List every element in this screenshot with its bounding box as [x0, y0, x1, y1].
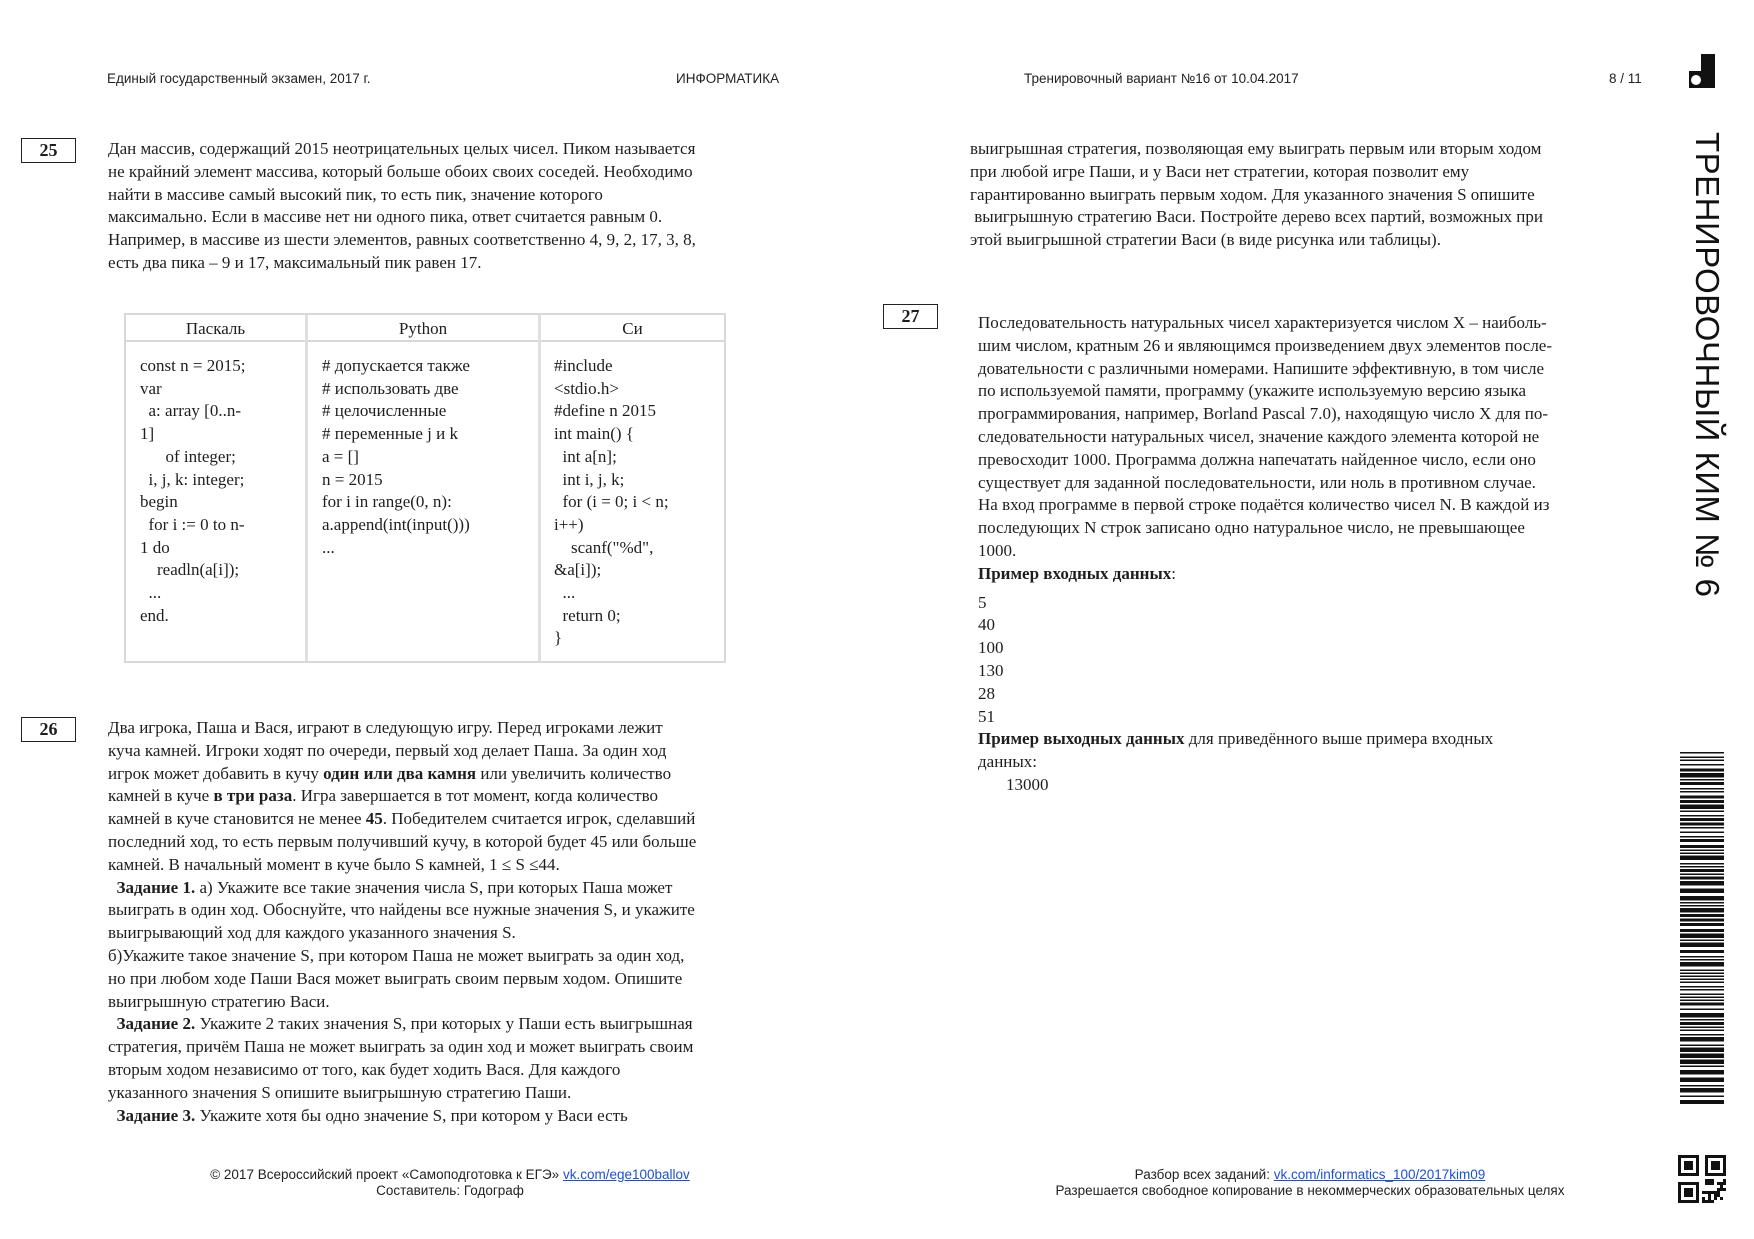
- python-code-line: # допускается также: [322, 356, 470, 375]
- pascal-code: [126, 342, 305, 627]
- input-value: 130: [978, 660, 1004, 680]
- footer-license: Разрешается свободное копирование в некоммерческих образовательных целях: [1055, 1183, 1565, 1198]
- task-26-cont-line: выигрышную стратегию Васи. Постройте дерево всех партий, возможных при: [970, 207, 1543, 227]
- task-27-text: [978, 312, 1552, 797]
- task-26-line: выигрывающий ход для каждого указанного значения S.: [108, 923, 516, 943]
- task-26-line: Задание 3. Укажите хотя бы одно значение S, при котором у Васи есть: [116, 1105, 628, 1125]
- footer-left: [140, 1167, 760, 1199]
- task-26-line: стратегия, причём Паша не может выиграть за один ход и может выиграть своим: [108, 1037, 694, 1057]
- header-exam-title: Единый государственный экзамен, 2017 г.: [107, 71, 371, 86]
- corner-mark-icon: [1689, 54, 1717, 90]
- task-number-27: 27: [883, 304, 938, 329]
- c-code-line: int main() {: [554, 424, 634, 444]
- task-27-line: превосходит 1000. Программа должна напечатать найденное число, если оно: [978, 449, 1536, 469]
- c-code: [541, 342, 724, 650]
- pascal-code-line: const n = 2015;: [140, 356, 246, 375]
- task-27-line: программирования, например, Borland Pascal 7.0), находящую число X для по-: [978, 404, 1549, 424]
- task-26-line: указанного значения S опишите выигрышную стратегию Паши.: [108, 1082, 572, 1102]
- task-26-line: Задание 2. Укажите 2 таких значения S, при которых у Паши есть выигрышная: [116, 1014, 693, 1034]
- input-value: 5: [978, 592, 987, 612]
- python-column: [308, 315, 538, 661]
- task-25-line: найти в массиве самый высокий пик, то есть пик, значение которого: [108, 184, 603, 204]
- task-25-line: не крайний элемент массива, который больше обоих своих соседей. Необходимо: [108, 161, 693, 181]
- header-subject: ИНФОРМАТИКА: [676, 71, 780, 86]
- footer-right: [1010, 1167, 1610, 1199]
- header-page-number: 8 / 11: [1609, 71, 1642, 86]
- task-26-line: игрок может добавить в кучу один или два камня или увеличить количество: [108, 763, 672, 783]
- task-26-line: последний ход, то есть первым получивший кучу, в которой будет 45 или больше: [108, 831, 697, 851]
- task-26-cont-line: гарантированно выиграть первым ходом. Для указанного значения S опишите: [970, 184, 1535, 204]
- python-code: [308, 342, 538, 559]
- task-26-line: выигрышную стратегию Васи.: [108, 991, 330, 1011]
- task-27-line: довательности с различными номерами. Напишите эффективную, в том числе: [978, 358, 1545, 378]
- barcode-icon: [1680, 752, 1724, 1104]
- task-25-line: Дан массив, содержащий 2015 неотрицательных целых чисел. Пиком называется: [108, 139, 696, 158]
- task-26-cont-line: выигрышная стратегия, позволяющая ему выиграть первым или вторым ходом: [970, 139, 1542, 158]
- pascal-header: Паскаль: [126, 315, 305, 342]
- output-example-heading: Пример выходных данных для приведённого выше примера входных: [978, 729, 1494, 749]
- python-code-line: n = 2015: [322, 469, 383, 489]
- c-code-line: int i, j, k;: [554, 469, 625, 489]
- task-26-line: камней в куче в три раза. Игра завершается в тот момент, когда количество: [108, 786, 658, 806]
- input-value: 28: [978, 683, 995, 703]
- qr-code-icon: [1678, 1155, 1726, 1203]
- pascal-code-line: for i := 0 to n-: [140, 514, 245, 534]
- c-code-line: i++): [554, 514, 584, 534]
- task-25-line: максимально. Если в массиве нет ни одного пика, ответ считается равным 0.: [108, 207, 663, 227]
- task-number-25: 25: [21, 138, 76, 163]
- c-code-line: scanf("%d",: [554, 537, 654, 557]
- header-variant: Тренировочный вариант №16 от 10.04.2017: [1024, 71, 1299, 86]
- python-code-line: # целочисленные: [322, 401, 447, 421]
- task-26-line: камней. В начальный момент в куче было S камней, 1 ≤ S ≤44.: [108, 854, 560, 874]
- task-26-text: [108, 717, 696, 1127]
- task-number-26: 26: [21, 717, 76, 742]
- task-27-line: по используемой памяти, программу (укажите используемую версию языка: [978, 381, 1527, 401]
- c-code-line: #define n 2015: [554, 401, 656, 421]
- input-example-heading: Пример входных данных:: [978, 563, 1176, 583]
- pascal-code-line: var: [140, 378, 162, 398]
- python-header: Python: [308, 315, 538, 342]
- pascal-code-line: begin: [140, 492, 178, 512]
- footer-author: Составитель: Годограф: [376, 1183, 524, 1198]
- c-code-line: #include: [554, 356, 613, 375]
- python-code-line: a = []: [322, 446, 359, 466]
- task-26-line: выиграть в один ход. Обоснуйте, что найдены все нужные значения S, и укажите: [108, 900, 695, 920]
- task-26-line: но при любом ходе Паши Вася может выиграть своим первым ходом. Опишите: [108, 968, 683, 988]
- code-table: [124, 313, 726, 663]
- python-code-line: for i in range(0, n):: [322, 492, 452, 512]
- task-27-line: Последовательность натуральных чисел характеризуется числом Х – наиболь-: [978, 313, 1547, 332]
- task-27-line: На вход программе в первой строке подаётся количество чисел N. В каждой из: [978, 495, 1550, 515]
- c-column: [541, 315, 724, 661]
- pascal-code-line: i, j, k: integer;: [140, 469, 245, 489]
- task-26-line: камней в куче становится не менее 45. Победителем считается игрок, сделавший: [108, 809, 696, 829]
- c-code-line: for (i = 0; i < n;: [554, 492, 669, 512]
- task-26-line: б)Укажите такое значение S, при котором Паша не может выиграть за один ход,: [108, 945, 685, 965]
- task-25-line: Например, в массиве из шести элементов, равных соответственно 4, 9, 2, 17, 3, 8,: [108, 230, 696, 250]
- task-26-line: Задание 1. а) Укажите все такие значения числа S, при которых Паша может: [116, 877, 673, 897]
- task-27-line: шим числом, кратным 26 и являющимся произведением двух элементов после-: [978, 335, 1553, 355]
- python-code-line: a.append(int(input())): [322, 514, 470, 534]
- task-26-cont-line: при любой игре Паши, и у Васи нет стратегии, которая позволит ему: [970, 161, 1470, 181]
- task-26-line: куча камней. Игроки ходят по очереди, первый ход делает Паша. За один ход: [108, 740, 667, 760]
- python-code-line: ...: [322, 537, 335, 557]
- task-27-line: 1000.: [978, 540, 1017, 560]
- c-code-line: &a[i]);: [554, 560, 602, 580]
- pascal-code-line: of integer;: [140, 446, 236, 466]
- side-title: ТРЕНИРОВОЧНЫЙ КИМ № 6: [1689, 132, 1726, 598]
- c-code-line: <stdio.h>: [554, 378, 619, 398]
- task-25-line: есть два пика – 9 и 17, максимальный пик равен 17.: [108, 252, 482, 272]
- input-value: 100: [978, 638, 1004, 658]
- pascal-column: [126, 315, 305, 661]
- pascal-code-line: 1]: [140, 424, 155, 444]
- output-value: 13000: [1006, 774, 1049, 794]
- c-header: Си: [541, 315, 724, 342]
- pascal-code-line: 1 do: [140, 537, 170, 557]
- output-example-heading-cont: данных:: [978, 752, 1038, 772]
- task-26-cont-line: этой выигрышной стратегии Васи (в виде рисунка или таблицы).: [970, 230, 1441, 250]
- pascal-code-line: readln(a[i]);: [140, 560, 240, 580]
- python-code-line: # использовать две: [322, 378, 459, 398]
- input-value: 51: [978, 706, 995, 726]
- task-27-line: существует для заданной последовательности, или ноль в противном случае.: [978, 472, 1536, 492]
- project-link[interactable]: vk.com/ege100ballov: [562, 1167, 690, 1182]
- footer-project: © 2017 Всероссийский проект «Самоподготовка к ЕГЭ» vk.com/ege100ballov: [210, 1167, 690, 1182]
- task-27-line: следовательности натуральных чисел, значение каждого элемента которой не: [978, 426, 1540, 446]
- footer-analysis: Разбор всех заданий: vk.com/informatics_100/2017kim09: [1134, 1167, 1486, 1182]
- pascal-code-line: end.: [140, 605, 169, 625]
- task-26-line: Два игрока, Паша и Вася, играют в следующую игру. Перед игроками лежит: [108, 718, 663, 737]
- analysis-link[interactable]: vk.com/informatics_100/2017kim09: [1273, 1167, 1486, 1182]
- task-26-line: вторым ходом независимо от того, как будет ходить Вася. Для каждого: [108, 1059, 621, 1079]
- c-code-line: }: [554, 628, 563, 648]
- c-code-line: ...: [554, 583, 576, 603]
- c-code-line: int a[n];: [554, 446, 617, 466]
- task-26-continuation: [970, 138, 1543, 252]
- input-value: 40: [978, 615, 995, 635]
- pascal-code-line: a: array [0..n-: [140, 401, 242, 421]
- task-27-line: последующих N строк записано одно натуральное число, не превышающее: [978, 518, 1525, 538]
- task-25-text: [108, 138, 696, 275]
- c-code-line: return 0;: [554, 605, 621, 625]
- pascal-code-line: ...: [140, 583, 162, 603]
- python-code-line: # переменные j и k: [322, 424, 458, 444]
